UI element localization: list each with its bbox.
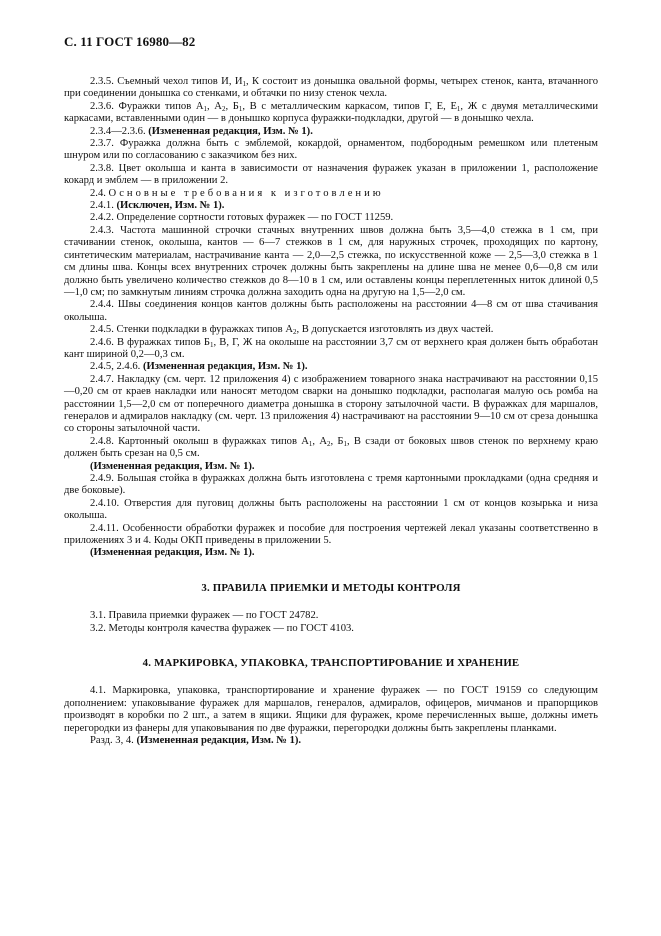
amendment-note-sections-3-4: Разд. 3, 4. (Измененная редакция, Изм. № 1). <box>90 735 302 747</box>
paragraph-2-4-6: 2.4.6. В фуражках типов $Б_1$, В, Г, Ж на околыше на расстоянии 3,7 см от верхнего края должен быть обработан кант шириной 0,2—0,3 см. <box>64 336 598 360</box>
amendment-note-2-4-5: 2.4.5, 2.4.6. (Измененная редакция, Изм. № 1). <box>90 361 308 373</box>
paragraph-2-4-3: 2.4.3. Частота машинной строчки стачных внутренних швов должна быть 3,5—4,0 стежка в 1 см, при стачивании стенок, околыша, кантов — 6—7 стежков в 1 см, для наружных строчек, проходящих по картону, синтетическим материалам, настрачивание канта — 2,0—2,5 стежка, по искусственной коже — 2,5—3,0 стежка в 1 см длины шва. Концы всех внутренних строчек должны быть закреплены на длине шва не менее 0,6—0,8 см или должно быть увеличено количество стежков до 8—10 в 1 см, или оставлены концы переплетенных ниток длиной 0,5—1,0 см; по замкнутым линиям строчка должна заходить одна на другую на 1,5—2,0 см. <box>64 224 598 298</box>
paragraph-2-3-6: 2.3.6. Фуражки типов $А_1$, $А_2$, $Б_1$, В с металлическим каркасом, типов Г, Е, $Е_1$, Ж с двумя металлическими каркасами, вставленными один — в донышко корпуса фуражки-подкладки, другой — в донышко чехла. <box>64 100 599 125</box>
document-body <box>64 76 598 748</box>
paragraph-3-1: 3.1. Правила приемки фуражек — по ГОСТ 24782. <box>90 610 319 622</box>
subsection-2-4-heading: 2.4. Основные требования к изготовлению <box>90 187 384 199</box>
paragraph-2-4-10: 2.4.10. Отверстия для пуговиц должны быть расположены на расстоянии 1 см от концов козырька и низа околыша. <box>64 497 598 522</box>
paragraph-2-4-2: 2.4.2. Определение сортности готовых фуражек — по ГОСТ 11259. <box>90 212 394 224</box>
document-page <box>64 34 598 748</box>
paragraph-3-2: 3.2. Методы контроля качества фуражек — по ГОСТ 4103. <box>90 622 354 634</box>
paragraph-2-4-1: 2.4.1. (Исключен, Изм. № 1). <box>90 200 225 212</box>
paragraph-2-4-7: 2.4.7. Накладку (см. черт. 12 приложения 4) с изображением товарного знака настрачивают на расстоянии 0,15—0,20 см от краев накладки или наносят методом сварки на донышко подкладки, располагая малую ось ромба на расстоянии 1,5—2,0 см от поперечного диаметра донышка в сторону затылочной части. В фуражках для маршалов, генералов и адмиралов накладку (см. черт. 13 приложения 4) настрачивают на расстоянии 9—10 см от среза донышка со стороны затылочной части. <box>64 373 598 435</box>
section-3-heading: 3. ПРАВИЛА ПРИЕМКИ И МЕТОДЫ КОНТРОЛЯ <box>201 581 461 594</box>
paragraph-2-4-8: 2.4.8. Картонный околыш в фуражках типов $А_1$, $А_2$, $Б_1$, В сзади от боковых швов стенок по верхнему краю должен быть срезан на 0,5 см. <box>64 435 599 460</box>
amendment-note-2-4-11: (Измененная редакция, Изм. № 1). <box>90 547 255 559</box>
paragraph-4-1: 4.1. Маркировка, упаковка, транспортирование и хранение фуражек — по ГОСТ 19159 со следующим дополнением: упаковывание фуражек для маршалов, генералов, адмиралов, офицеров, мичманов и прапорщиков производят в коробки по 2 шт., а затем в ящики. Ящики для фуражек, кроме перечисленных выше, должны иметь перегородки из фанеры для упаковывания по две фуражки, перегородки должны быть закреплены планками. <box>64 685 598 734</box>
amendment-note-2-4-8: (Измененная редакция, Изм. № 1). <box>90 460 255 472</box>
paragraph-2-4-4: 2.4.4. Швы соединения концов кантов должны быть расположены на расстоянии 4—8 см от шва стачивания околыша. <box>64 299 598 323</box>
page-header: С. 11 ГОСТ 16980—82 <box>64 34 196 49</box>
amendment-note-2-3-4: 2.3.4—2.3.6. (Измененная редакция, Изм. № 1). <box>90 125 313 137</box>
paragraph-2-4-11: 2.4.11. Особенности обработки фуражек и пособие для построения чертежей лекал указаны соответственно в приложениях 3 и 4. Коды ОКП приведены в приложении 5. <box>64 522 598 547</box>
section-4-heading: 4. МАРКИРОВКА, УПАКОВКА, ТРАНСПОРТИРОВАНИЕ И ХРАНЕНИЕ <box>142 657 520 670</box>
paragraph-2-4-5: 2.4.5. Стенки подкладки в фуражках типов $А_2$, В допускается изготовлять из двух частей. <box>90 324 494 337</box>
paragraph-2-4-9: 2.4.9. Большая стойка в фуражках должна быть изготовлена с тремя картонными прокладками (одна средняя и две боковые). <box>64 473 598 497</box>
paragraph-2-3-7: 2.3.7. Фуражка должна быть с эмблемой, кокардой, орнаментом, подбородным ремешком или плетеным шнуром или по согласованию с заказчиком без них. <box>64 138 598 162</box>
paragraph-2-3-5: 2.3.5. Съемный чехол типов И, $И_1$, К состоит из донышка овальной формы, четырех стенок, канта, втачанного при соединении донышка со стенками, и обтачки по низу стенок чехла. <box>64 76 598 100</box>
paragraph-2-3-8: 2.3.8. Цвет околыша и канта в зависимости от назначения фуражек указан в приложении 1, расположение кокард и эмблем — в приложении 2. <box>64 162 598 187</box>
